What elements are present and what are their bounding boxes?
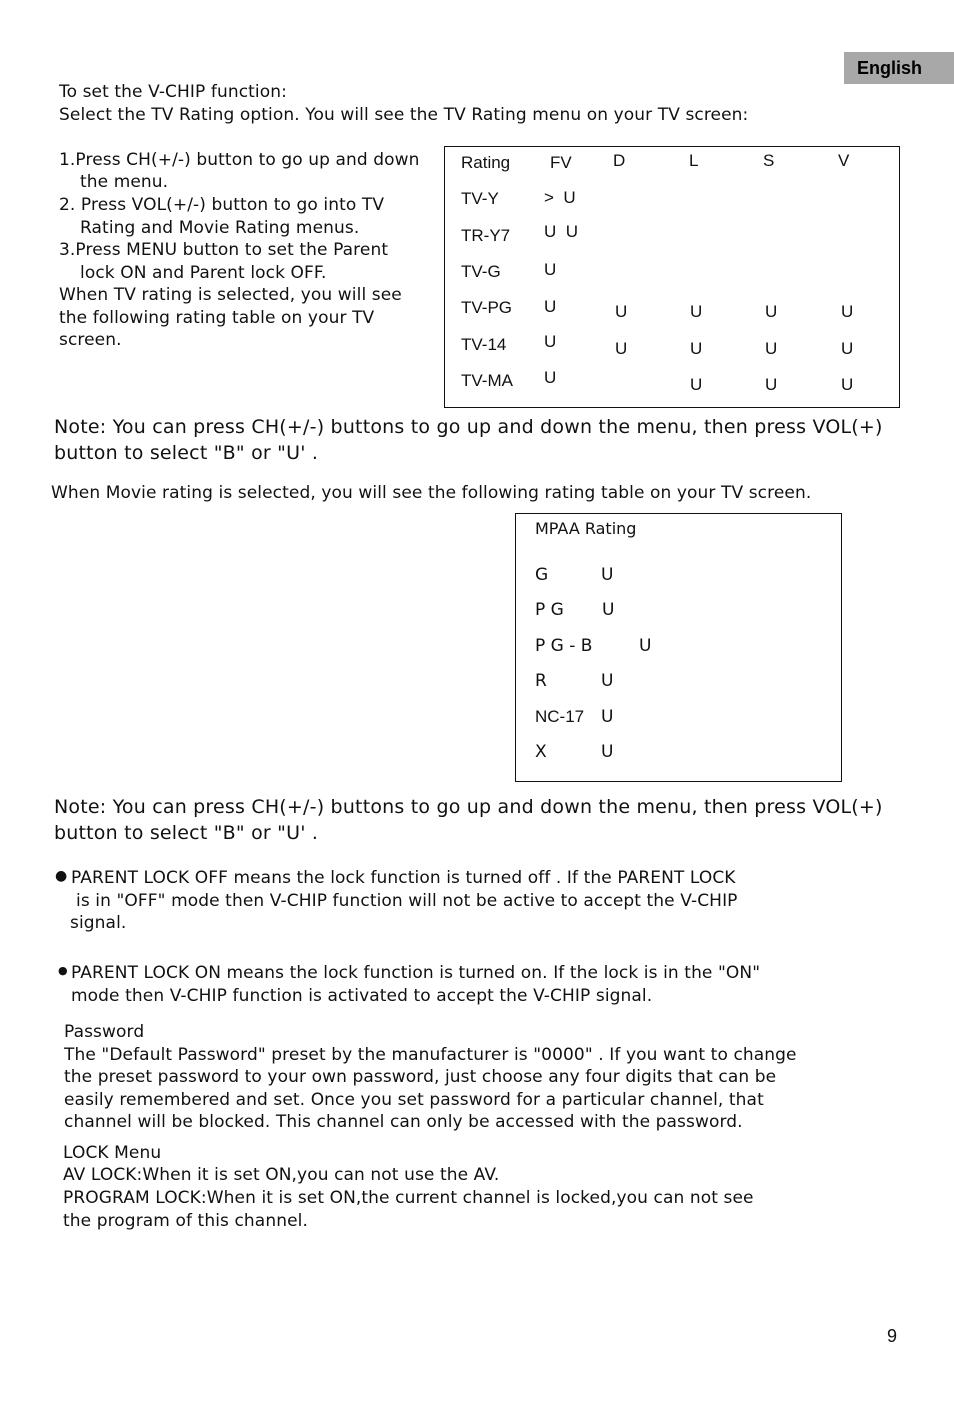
- mpaa-row-label: R: [535, 671, 547, 691]
- tv-rating-text-3: screen.: [59, 330, 122, 350]
- tv-cell: > U: [544, 188, 576, 207]
- tv-header-l: L: [689, 151, 699, 170]
- movie-rating-intro: When Movie rating is selected, you will see the following rating table on your TV screen.: [51, 483, 812, 503]
- mpaa-row-value: U: [601, 742, 614, 762]
- tv-cell: U: [690, 339, 703, 358]
- note-2-line-1: Note: You can press CH(+/-) buttons to go up and down the menu, then press VOL(+): [54, 796, 883, 818]
- tv-row-label: TV-G: [461, 262, 501, 281]
- mpaa-row-label: X: [535, 742, 547, 762]
- tv-cell: U: [841, 339, 854, 358]
- tv-cell: U: [690, 375, 703, 394]
- tv-cell: U: [544, 297, 557, 316]
- step-1-cont: the menu.: [80, 172, 169, 192]
- password-line-3: easily remembered and set. Once you set password for a particular channel, that: [64, 1090, 764, 1110]
- step-2-cont: Rating and Movie Rating menus.: [80, 218, 360, 238]
- tv-cell: U: [765, 375, 778, 394]
- parent-lock-off-line-1: PARENT LOCK OFF means the lock function is turned off . If the PARENT LOCK: [71, 868, 736, 888]
- tv-cell: U: [765, 302, 778, 321]
- mpaa-row-value: U: [602, 600, 615, 620]
- password-heading: Password: [64, 1022, 145, 1042]
- password-line-1: The "Default Password" preset by the manufacturer is "0000" . If you want to change: [64, 1045, 797, 1065]
- parent-lock-on-line-2: mode then V-CHIP function is activated to accept the V-CHIP signal.: [71, 986, 653, 1006]
- lock-menu-line-1: AV LOCK:When it is set ON,you can not use the AV.: [63, 1165, 500, 1185]
- language-badge: English: [844, 52, 954, 84]
- step-1: 1.Press CH(+/-) button to go up and down: [59, 150, 420, 170]
- mpaa-row-value: U: [601, 565, 614, 585]
- parent-lock-off-line-2: is in "OFF" mode then V-CHIP function will not be active to accept the V-CHIP: [76, 891, 738, 911]
- tv-header-d: D: [613, 151, 626, 170]
- mpaa-row-label: G: [535, 565, 549, 585]
- note-1-line-1: Note: You can press CH(+/-) buttons to go up and down the menu, then press VOL(+): [54, 416, 883, 438]
- mpaa-row-label: P G: [535, 600, 564, 620]
- parent-lock-off-line-3: signal.: [70, 913, 127, 933]
- mpaa-row-label: NC-17: [535, 707, 585, 726]
- page-number: 9: [887, 1326, 898, 1346]
- tv-header-s: S: [763, 151, 775, 170]
- tv-cell: U U: [544, 222, 578, 241]
- lock-menu-line-2: PROGRAM LOCK:When it is set ON,the current channel is locked,you can not see: [63, 1188, 754, 1208]
- mpaa-row-value: U: [601, 671, 614, 691]
- tv-header-rating: Rating: [461, 153, 511, 172]
- parent-lock-on-line-1: PARENT LOCK ON means the lock function is turned on. If the lock is in the "ON": [71, 963, 761, 983]
- note-1-line-2: button to select "B" or "U' .: [54, 442, 319, 464]
- note-2-line-2: button to select "B" or "U' .: [54, 822, 319, 844]
- tv-cell: U: [544, 368, 557, 387]
- tv-cell: U: [765, 339, 778, 358]
- mpaa-row-value: U: [601, 707, 614, 727]
- tv-row-label: TV-14: [461, 335, 507, 354]
- tv-cell: U: [690, 302, 703, 321]
- tv-cell: U: [841, 375, 854, 394]
- step-3: 3.Press MENU button to set the Parent: [59, 240, 389, 260]
- tv-row-label: TV-MA: [461, 371, 513, 390]
- tv-row-label: TR-Y7: [461, 226, 511, 245]
- intro-line-2: Select the TV Rating option. You will see the TV Rating menu on your TV screen:: [59, 105, 749, 125]
- tv-cell: U: [544, 332, 557, 351]
- tv-cell: U: [544, 260, 557, 279]
- tv-rating-text-2: the following rating table on your TV: [59, 308, 375, 328]
- tv-cell: U: [615, 339, 628, 358]
- lock-menu-line-3: the program of this channel.: [63, 1211, 308, 1231]
- password-line-2: the preset password to your own password, just choose any four digits that can be: [64, 1067, 777, 1087]
- tv-header-fv: FV: [550, 153, 572, 172]
- mpaa-row-label: P G - B: [535, 636, 593, 656]
- tv-header-v: V: [838, 151, 850, 170]
- password-line-4: channel will be blocked. This channel can only be accessed with the password.: [64, 1112, 743, 1132]
- tv-cell: U: [615, 302, 628, 321]
- tv-cell: U: [841, 302, 854, 321]
- mpaa-title: MPAA Rating: [535, 519, 637, 538]
- bullet-dot-icon: ●: [58, 964, 68, 977]
- bullet-dot-icon: ●: [55, 868, 68, 884]
- tv-row-label: TV-PG: [461, 298, 513, 317]
- intro-line-1: To set the V-CHIP function:: [59, 82, 287, 102]
- mpaa-row-value: U: [639, 636, 652, 656]
- tv-rating-text-1: When TV rating is selected, you will see: [59, 285, 402, 305]
- tv-rating-table: [444, 146, 900, 408]
- mpaa-rating-table: [515, 513, 842, 782]
- step-2: 2. Press VOL(+/-) button to go into TV: [59, 195, 385, 215]
- tv-row-label: TV-Y: [461, 189, 499, 208]
- step-3-cont: lock ON and Parent lock OFF.: [80, 263, 327, 283]
- lock-menu-heading: LOCK Menu: [63, 1143, 162, 1163]
